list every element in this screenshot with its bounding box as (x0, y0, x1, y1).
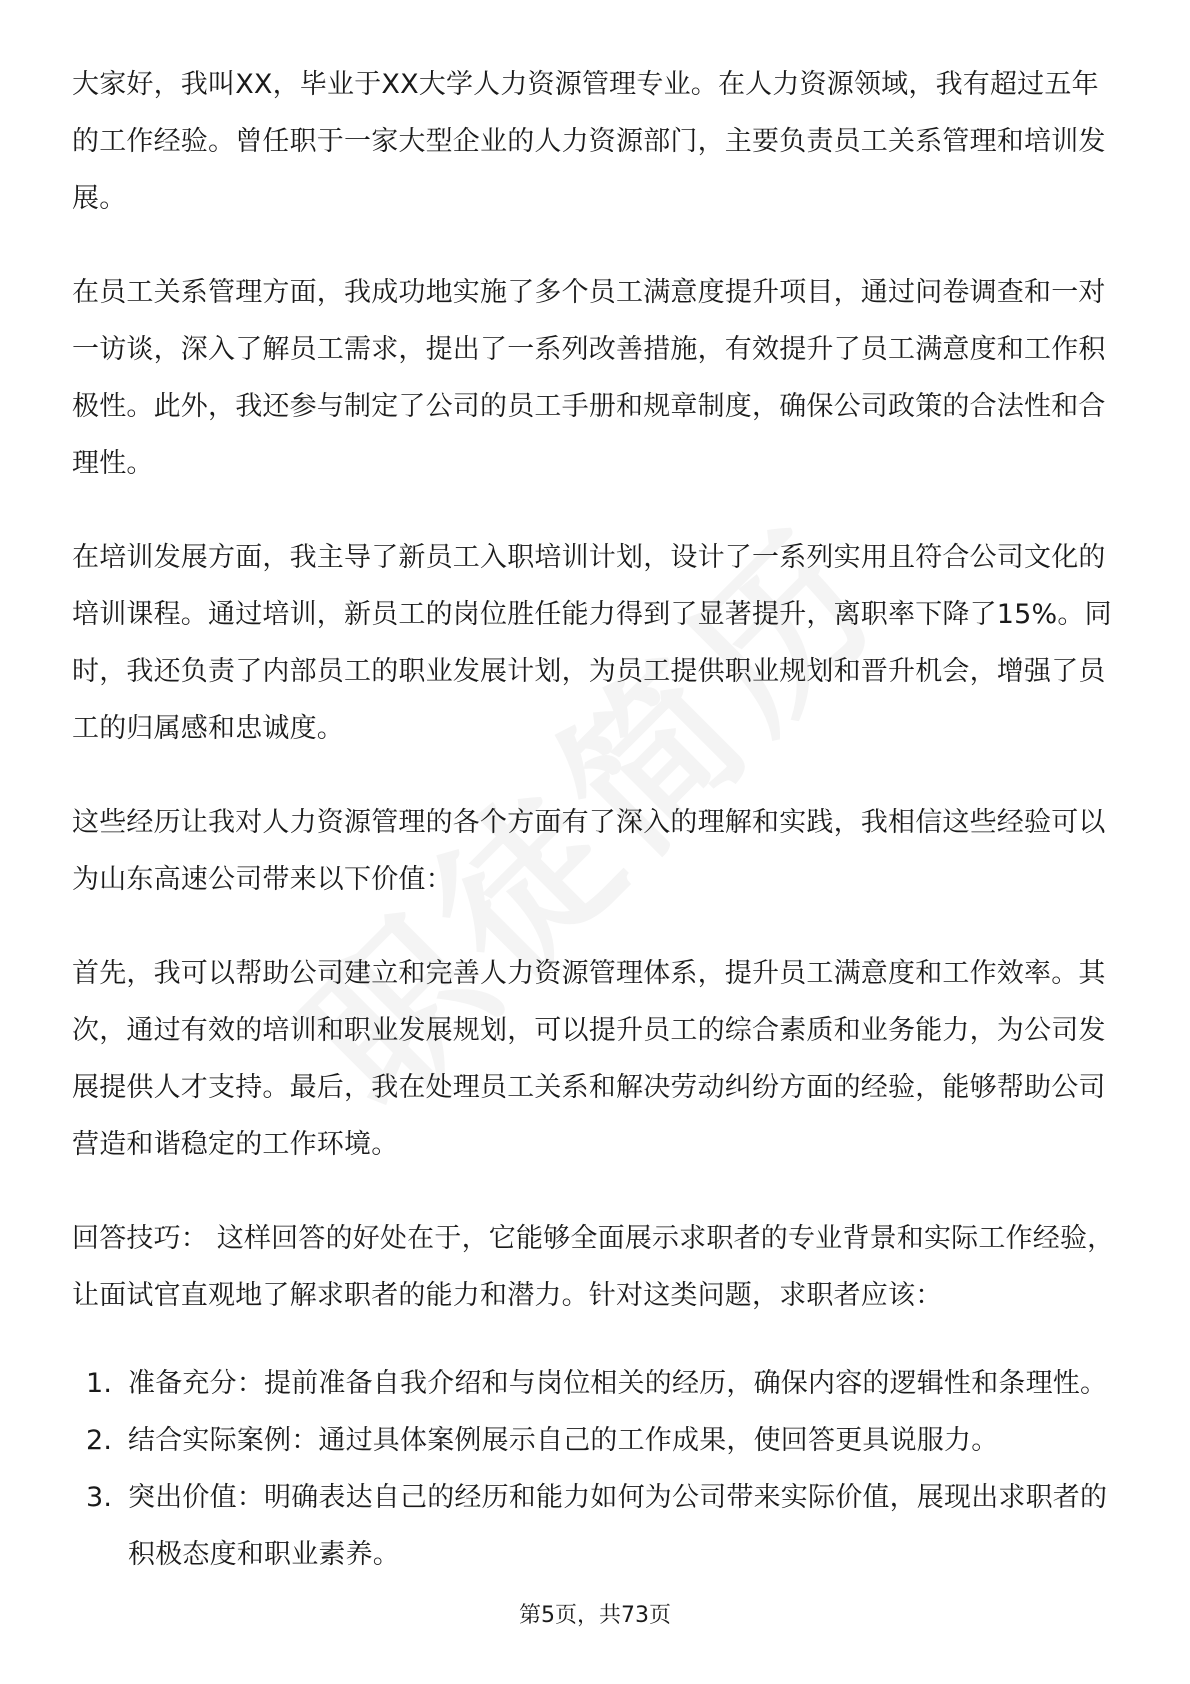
paragraph-employee-relations: 在员工关系管理方面，我成功地实施了多个员工满意度提升项目，通过问卷调查和一对一访谈，深入了解员工需求，提出了一系列改善措施，有效提升了员工满意度和工作积极性。此外，我还参与制定了公司的员工手册和规章制度，确保公司政策的合法性和合理性。 (72, 277, 1106, 479)
paragraph-intro: 大家好，我叫XX，毕业于XX大学人力资源管理专业。在人力资源领域，我有超过五年的工作经验。曾任职于一家大型企业的人力资源部门，主要负责员工关系管理和培训发展。 (72, 69, 1106, 214)
page-number: 第5页，共73页 (519, 1603, 671, 1628)
tips-list (72, 1355, 1120, 1583)
list-item (72, 1469, 1120, 1583)
paragraph-training: 在培训发展方面，我主导了新员工入职培训计划，设计了一系列实用且符合公司文化的培训课程。通过培训，新员工的岗位胜任能力得到了显著提升，离职率下降了15%。同时，我还负责了内部员工的职业发展计划，为员工提供职业规划和晋升机会，增强了员工的归属感和忠诚度。 (72, 542, 1112, 744)
document-body (72, 56, 1120, 1583)
list-text: 结合实际案例：通过具体案例展示自己的工作成果，使回答更具说服力。 (128, 1425, 999, 1456)
list-text: 突出价值：明确表达自己的经历和能力如何为公司带来实际价值，展现出求职者的积极态度和职业素养。 (128, 1482, 1108, 1570)
paragraph-answer-tips: 回答技巧： 这样回答的好处在于，它能够全面展示求职者的专业背景和实际工作经验，让面试官直观地了解求职者的能力和潜力。针对这类问题，求职者应该： (72, 1223, 1115, 1311)
list-text: 准备充分：提前准备自我介绍和与岗位相关的经历，确保内容的逻辑性和条理性。 (128, 1368, 1108, 1399)
list-item (72, 1412, 1120, 1469)
list-number: 3. (86, 1482, 113, 1513)
list-number: 2. (86, 1425, 113, 1456)
paragraph-value-details: 首先，我可以帮助公司建立和完善人力资源管理体系，提升员工满意度和工作效率。其次，通过有效的培训和职业发展规划，可以提升员工的综合素质和业务能力，为公司发展提供人才支持。最后，我在处理员工关系和解决劳动纠纷方面的经验，能够帮助公司营造和谐稳定的工作环境。 (72, 958, 1106, 1160)
paragraph-value-intro: 这些经历让我对人力资源管理的各个方面有了深入的理解和实践，我相信这些经验可以为山东高速公司带来以下价值： (72, 807, 1106, 895)
list-number: 1. (86, 1368, 113, 1399)
list-item (72, 1355, 1120, 1412)
